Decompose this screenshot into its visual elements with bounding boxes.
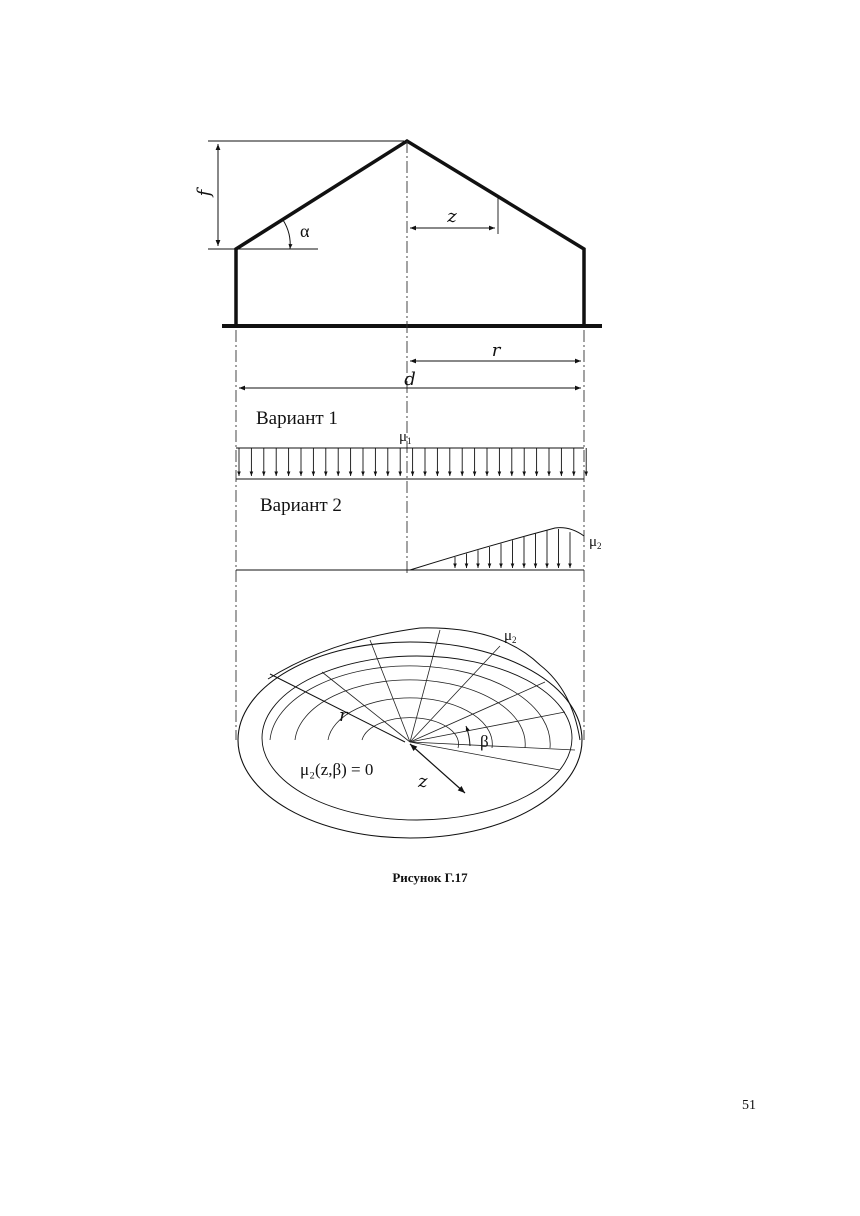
plan-concentric-arcs: [270, 666, 550, 748]
variant-1-mu-label: [399, 429, 412, 446]
alpha-arc: [283, 220, 290, 249]
plan-radial: [410, 630, 440, 742]
variant-2: [236, 495, 602, 570]
plan-zero-formula: μ₂(z,β) = 0: [300, 760, 374, 779]
alpha-label: α: [300, 221, 310, 241]
plan-mu-label: [504, 628, 517, 645]
plan-beta-arc: [466, 726, 470, 746]
plan-outer-ellipse: [238, 642, 582, 838]
r-label: r: [491, 340, 501, 361]
f-label: f: [194, 189, 215, 197]
variant-2-mu-symbol: μ: [589, 534, 598, 550]
variant-1-mu-symbol: μ: [399, 429, 408, 445]
variant-2-load-arrows: [455, 529, 570, 568]
plan-radial: [370, 640, 410, 742]
plan-mu-subscript: 2: [512, 635, 517, 645]
variant-1: [236, 408, 586, 479]
variant-1-load-arrows: [239, 448, 586, 476]
plan-view: [238, 628, 582, 838]
plan-radial: [410, 682, 545, 742]
plan-arc: [295, 680, 525, 748]
z-label: z: [447, 206, 457, 227]
d-label: d: [404, 369, 416, 390]
variant-2-load-curve: [410, 528, 584, 570]
building-section: [194, 141, 602, 740]
variant-2-title: Вариант 2: [260, 495, 342, 516]
plan-r-label: r: [339, 705, 348, 726]
variant-2-mu-label: [589, 534, 602, 551]
building-outline: [236, 141, 584, 326]
plan-radial-lines: [322, 630, 575, 770]
variant-1-title: Вариант 1: [256, 408, 338, 429]
variant-2-mu-subscript: 2: [597, 541, 602, 551]
plan-inner-ellipse: [262, 656, 572, 820]
figure-caption: Рисунок Г.17: [392, 870, 468, 885]
plan-z-label: z: [418, 771, 428, 792]
plan-arc: [270, 666, 550, 748]
plan-mu-symbol: μ: [504, 628, 513, 644]
page-number: 51: [742, 1098, 756, 1113]
variant-1-mu-subscript: 1: [407, 436, 412, 446]
plan-beta-label: β: [480, 732, 489, 751]
